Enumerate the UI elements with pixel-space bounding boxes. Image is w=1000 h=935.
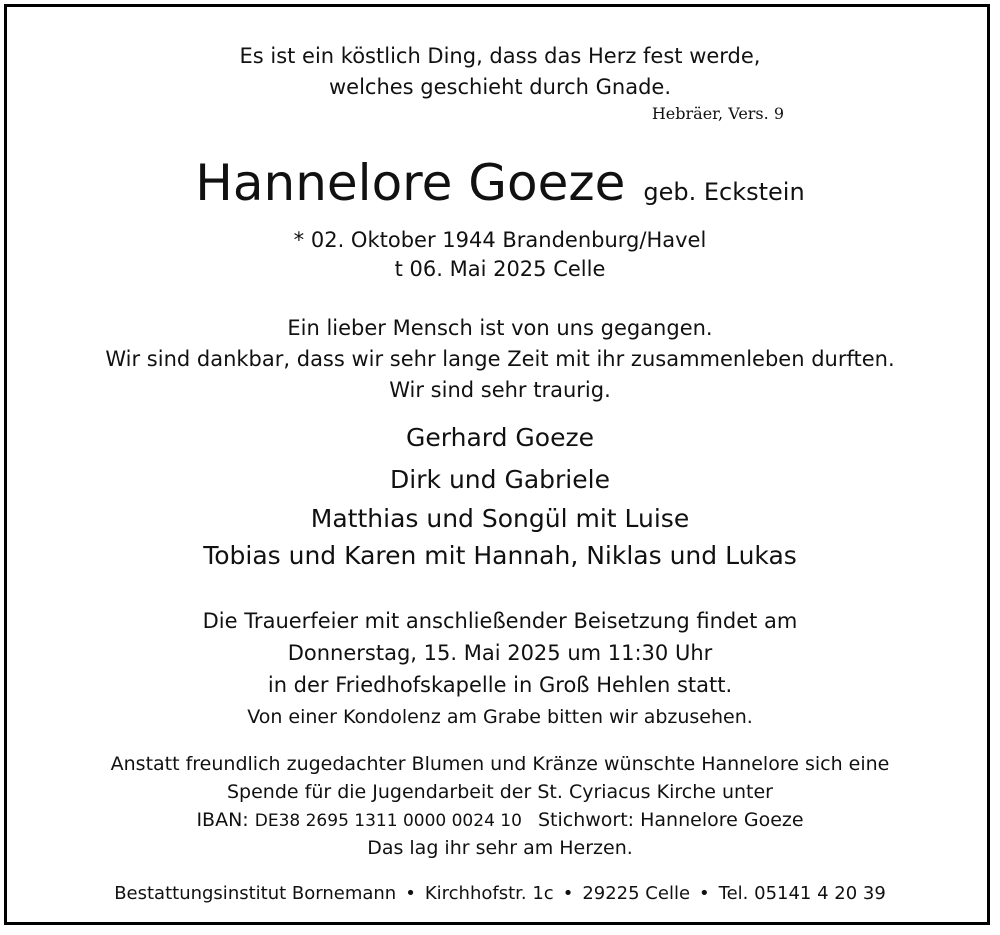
iban-label: IBAN:	[196, 809, 249, 831]
verse-line-1: Es ist ein köstlich Ding, dass das Herz fest werde,	[239, 44, 761, 68]
donation-keyword: Stichwort: Hannelore Goeze	[537, 809, 804, 831]
donation-iban-line	[0, 810, 1000, 832]
verse-line-2: welches geschieht durch Gnade.	[328, 75, 672, 99]
message-line-1: Ein lieber Mensch ist von uns gegangen.	[287, 316, 713, 340]
deceased-name: Hannelore Goeze	[195, 154, 626, 212]
separator-dot: •	[699, 883, 710, 904]
funeral-home-city: 29225 Celle	[582, 883, 691, 904]
donation-line-4: Das lag ihr sehr am Herzen.	[367, 837, 633, 859]
mourner-line-3: Matthias und Songül mit Luise	[310, 504, 690, 533]
donation-line-2: Spende für die Jugendarbeit der St. Cyriacus Kirche unter	[226, 781, 773, 803]
message-line-3: Wir sind sehr traurig.	[389, 378, 611, 402]
mourner-line-2: Dirk und Gabriele	[390, 465, 610, 494]
deceased-name-line	[0, 155, 1000, 213]
iban-number: DE38 2695 1311 0000 0024 10	[254, 811, 522, 831]
mourner-line-4: Tobias und Karen mit Hannah, Niklas und Lukas	[203, 541, 797, 570]
ceremony-note: Von einer Kondolenz am Grabe bitten wir abzusehen.	[247, 706, 753, 728]
ceremony-line-1: Die Trauerfeier mit anschließender Beisetzung findet am	[202, 609, 798, 633]
maiden-name: geb. Eckstein	[643, 178, 805, 206]
funeral-home-address: Kirchhofstr. 1c	[424, 883, 554, 904]
birth-date: * 02. Oktober 1944 Brandenburg/Havel	[293, 228, 707, 252]
funeral-home-line	[0, 884, 1000, 905]
donation-line-1: Anstatt freundlich zugedachter Blumen und Kränze wünschte Hannelore sich eine	[110, 753, 890, 775]
death-date: t 06. Mai 2025 Celle	[394, 257, 606, 281]
funeral-home-name: Bestattungsinstitut Bornemann	[114, 883, 397, 904]
ceremony-line-3: in der Friedhofskapelle in Groß Hehlen statt.	[267, 673, 733, 697]
verse-source: Hebräer, Vers. 9	[651, 104, 784, 123]
ceremony-line-2: Donnerstag, 15. Mai 2025 um 11:30 Uhr	[287, 641, 713, 665]
funeral-home-phone: Tel. 05141 4 20 39	[718, 883, 886, 904]
message-line-2: Wir sind dankbar, dass wir sehr lange Zeit mit ihr zusammenleben durften.	[105, 347, 895, 371]
mourner-line-1: Gerhard Goeze	[406, 423, 594, 452]
separator-dot: •	[562, 883, 574, 904]
separator-dot: •	[405, 883, 416, 904]
